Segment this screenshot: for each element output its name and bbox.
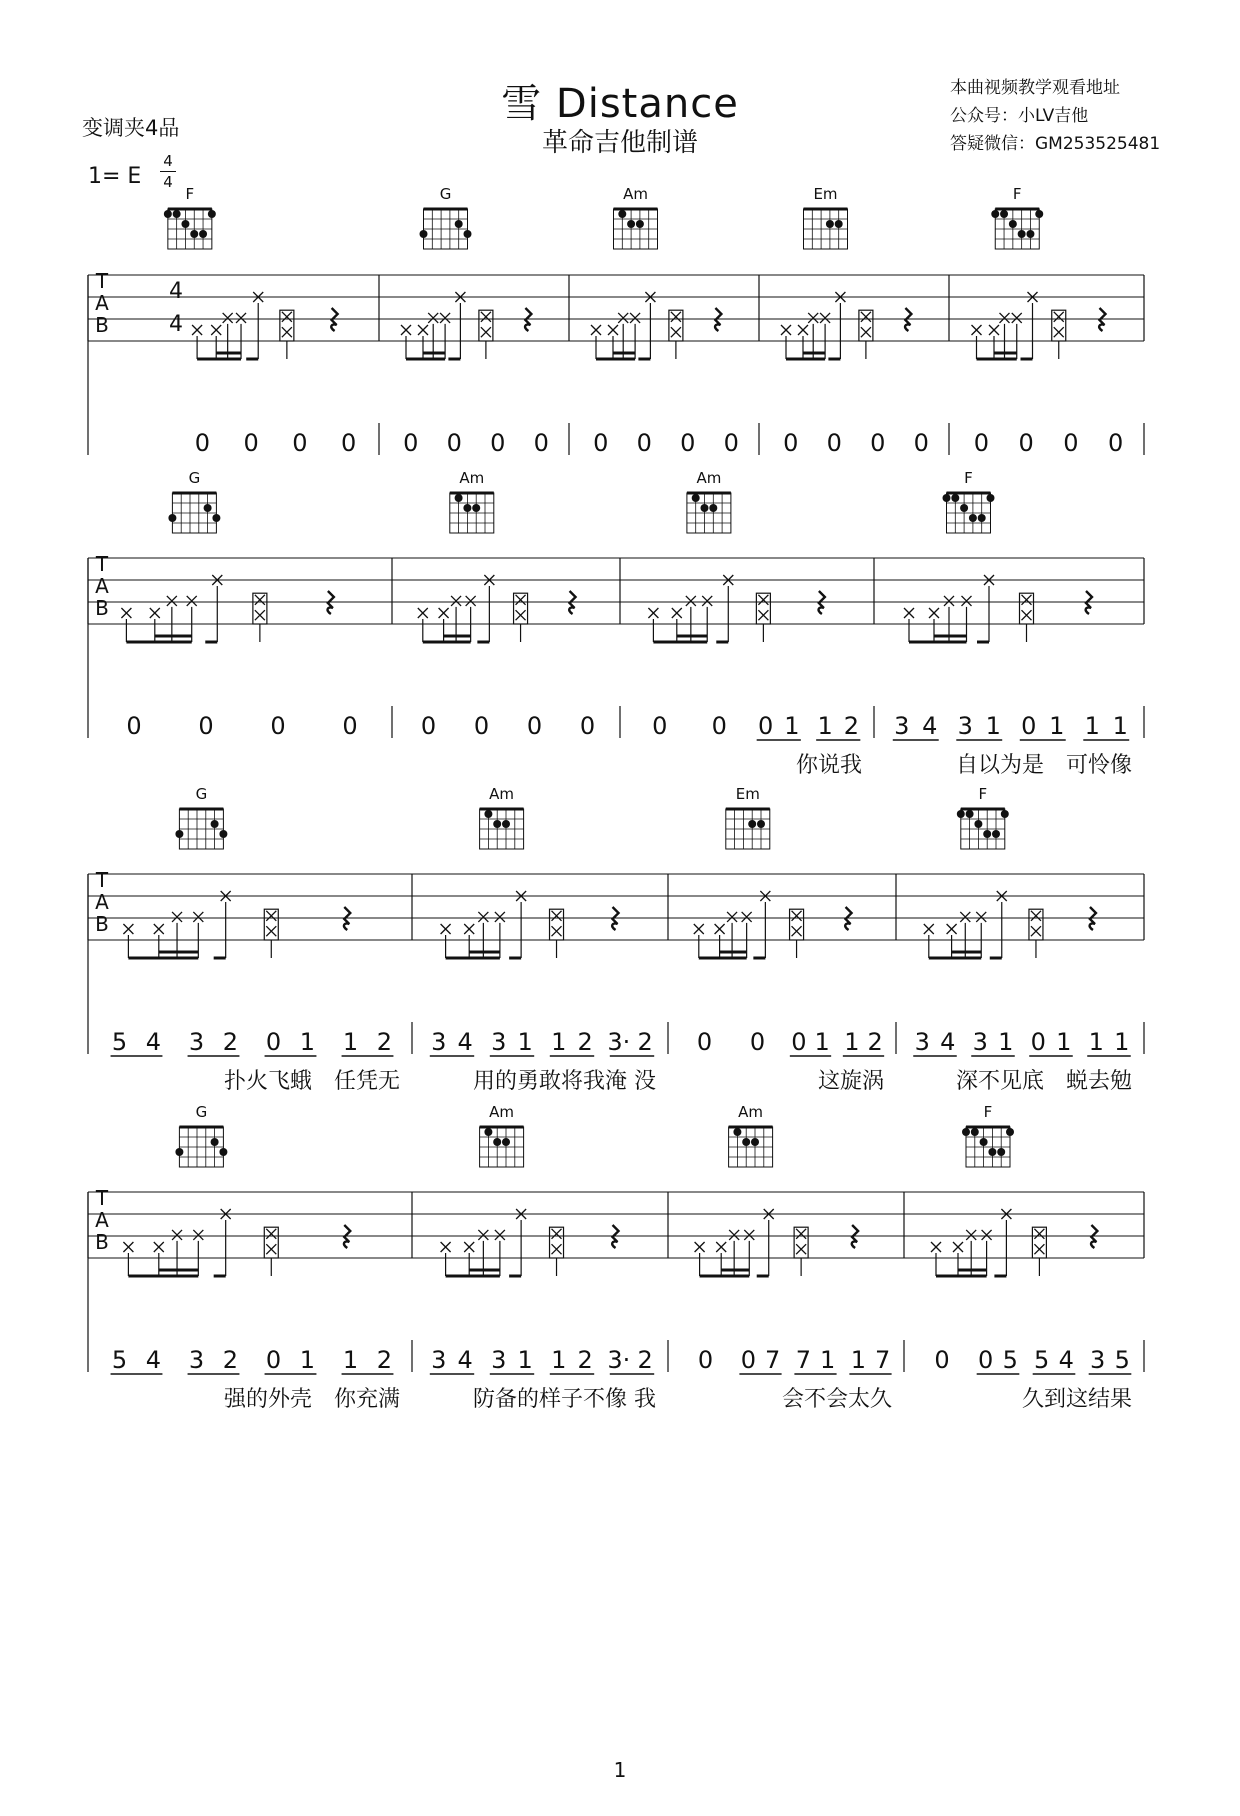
tab-clef-letter: A <box>95 890 109 914</box>
jianpu-note: 3 <box>188 1028 205 1056</box>
chord-name: Am <box>489 785 515 803</box>
chord-dot <box>1026 230 1034 238</box>
chord-dot <box>733 1128 741 1136</box>
jianpu-note: 3 <box>491 1028 507 1056</box>
jianpu-note: 1 <box>299 1346 316 1374</box>
jianpu-note: 0 <box>420 712 437 740</box>
jianpu-note: 0 <box>913 429 929 457</box>
tab-clef-letter: B <box>95 313 109 337</box>
chord-dot <box>751 1138 759 1146</box>
chord-diagram-em <box>726 785 770 849</box>
lyric-line: 自以为是 可怜像 <box>955 753 1132 778</box>
jianpu-note: 1 <box>1049 712 1065 740</box>
chord-dot <box>204 504 212 512</box>
tab-clef-letter: B <box>95 912 109 936</box>
jianpu-note: 1 <box>819 1346 836 1374</box>
chord-dot <box>1009 220 1017 228</box>
jianpu-note: 2 <box>376 1346 393 1374</box>
jianpu-note: 5 <box>1114 1346 1130 1374</box>
tab-clef-letter: T <box>95 269 109 293</box>
chord-name: F <box>978 785 988 803</box>
page-number: 1 <box>613 1758 627 1782</box>
chord-dot <box>212 514 220 522</box>
jianpu-note: 0 <box>870 429 886 457</box>
tab-clef-letter: B <box>95 1230 109 1254</box>
chord-dot <box>463 504 471 512</box>
jianpu-note: 0 <box>490 429 506 457</box>
jianpu-note: 1 <box>814 1028 830 1056</box>
jianpu-note: 0 <box>292 429 308 457</box>
jianpu-note: 1 <box>1056 1028 1072 1056</box>
chord-diagram-am <box>614 185 658 249</box>
jianpu-note: 0 <box>340 429 357 457</box>
chord-dot <box>1006 1128 1014 1136</box>
chord-dot <box>1018 230 1026 238</box>
jianpu-note: 5 <box>1002 1346 1018 1374</box>
chord-diagram-g <box>168 469 220 533</box>
chord-dot <box>175 830 183 838</box>
lyric-line: 强的外壳 你充满 <box>223 1387 400 1412</box>
jianpu-note: 0 <box>680 429 696 457</box>
chord-dot <box>175 1148 183 1156</box>
info-line-video: 本曲视频教学观看地址 <box>950 78 1120 98</box>
chord-name: G <box>195 785 208 803</box>
chord-diagram-g <box>175 785 227 849</box>
jianpu-note: 0 <box>791 1028 807 1056</box>
jianpu-note: 0 <box>978 1346 994 1374</box>
jianpu-note: 1 <box>850 1346 867 1374</box>
jianpu-note: 4 <box>457 1028 473 1056</box>
jianpu-note: 0 <box>446 429 462 457</box>
chord-dot <box>211 1138 219 1146</box>
jianpu-note: 0 <box>1030 1028 1046 1056</box>
jianpu-note: 0 <box>198 712 214 740</box>
jianpu-note: 1 <box>1088 1028 1104 1056</box>
jianpu-note: 1 <box>299 1028 316 1056</box>
chord-name: G <box>195 1103 208 1121</box>
jianpu-note: 0 <box>934 1346 950 1374</box>
chord-dot <box>208 210 216 218</box>
jianpu-note: 0 <box>593 429 609 457</box>
jianpu-note: 0 <box>1107 429 1124 457</box>
chord-dot <box>701 504 709 512</box>
chord-diagram-f <box>957 785 1009 849</box>
jianpu-note: 0 <box>243 429 259 457</box>
jianpu-note: 1 <box>1114 1028 1130 1056</box>
chord-dot <box>983 830 991 838</box>
chord-name: Am <box>489 1103 515 1121</box>
jianpu-note: 7 <box>874 1346 891 1374</box>
chord-name: F <box>1012 185 1022 203</box>
lyric-line: 防备的样子不像 我 <box>473 1387 656 1412</box>
jianpu-note: 0 <box>723 429 739 457</box>
chord-dot <box>464 230 472 238</box>
lyric-line: 深不见底 蜕去勉 <box>955 1069 1132 1094</box>
jianpu-note: 4 <box>145 1028 162 1056</box>
jianpu-note: 1 <box>342 1346 359 1374</box>
chord-dot <box>211 820 219 828</box>
chord-dot <box>992 830 1000 838</box>
jianpu-note: 0 <box>696 1028 713 1056</box>
jianpu-note: 0 <box>526 712 543 740</box>
chord-dot <box>1000 210 1008 218</box>
jianpu-note: 0 <box>783 429 799 457</box>
key-signature: 1= E <box>88 164 142 189</box>
jianpu-note: 0 <box>740 1346 757 1374</box>
chord-dot <box>168 514 176 522</box>
chord-dot <box>618 210 626 218</box>
jianpu-note: 3 <box>431 1346 447 1374</box>
chord-name: Am <box>623 185 648 203</box>
chord-dot <box>757 820 765 828</box>
jianpu-note: 3 <box>491 1346 507 1374</box>
jianpu-note: 7 <box>795 1346 812 1374</box>
jianpu-note: 0 <box>533 429 549 457</box>
chord-dot <box>493 1138 501 1146</box>
tab-time-denominator: 4 <box>169 312 183 337</box>
jianpu-note: 4 <box>457 1346 473 1374</box>
chord-dot <box>709 504 717 512</box>
chord-dot <box>636 220 644 228</box>
chord-name: G <box>439 185 452 203</box>
chord-dot <box>692 494 700 502</box>
jianpu-note: 0 <box>403 429 419 457</box>
chord-dot <box>991 210 999 218</box>
jianpu-note: 1 <box>517 1346 533 1374</box>
chord-dot <box>978 514 986 522</box>
system-3 <box>88 868 1144 1094</box>
jianpu-note: 0 <box>342 712 358 740</box>
chord-dot <box>199 230 207 238</box>
jianpu-note: 0 <box>652 712 668 740</box>
jianpu-note: 0 <box>826 429 842 457</box>
jianpu-note: 2 <box>867 1028 883 1056</box>
jianpu-note: 1 <box>342 1028 359 1056</box>
info-line-account: 公众号：小LV吉他 <box>950 106 1089 126</box>
chord-dot <box>181 220 189 228</box>
jianpu-note: 3 <box>894 712 910 740</box>
chord-dot <box>1001 810 1009 818</box>
chord-dot <box>219 1148 227 1156</box>
chord-dot <box>420 230 428 238</box>
chord-diagram-f <box>164 185 216 249</box>
chord-dot <box>484 1128 492 1136</box>
tab-clef-letter: T <box>95 1186 109 1210</box>
lyric-line: 久到这结果 <box>1021 1387 1132 1412</box>
time-signature-numerator: 4 <box>163 152 173 170</box>
lyric-line: 扑火飞蛾 任凭无 <box>223 1069 400 1094</box>
jianpu-note: 4 <box>1058 1346 1074 1374</box>
tab-clef-letter: T <box>95 868 109 892</box>
tab-clef-letter: T <box>95 552 109 576</box>
chord-dot <box>472 504 480 512</box>
system-1 <box>88 269 1144 457</box>
jianpu-note: 4 <box>940 1028 956 1056</box>
jianpu-note: 0 <box>270 712 286 740</box>
chord-dot <box>484 810 492 818</box>
chord-diagram-f <box>943 469 995 533</box>
jianpu-note: 3 <box>1090 1346 1106 1374</box>
lyric-line: 用的勇敢将我淹 没 <box>473 1069 656 1094</box>
chord-dot <box>969 514 977 522</box>
tab-time-numerator: 4 <box>169 279 183 304</box>
chord-name: Am <box>696 469 722 487</box>
jianpu-note: 2 <box>577 1028 593 1056</box>
chord-dot <box>164 210 172 218</box>
chord-name: F <box>964 469 973 487</box>
lyric-line: 会不会太久 <box>781 1387 892 1412</box>
chord-diagram-em <box>804 185 848 249</box>
jianpu-note: 3 <box>957 712 973 740</box>
chord-diagram-g <box>175 1103 227 1167</box>
jianpu-note: 1 <box>551 1346 567 1374</box>
system-2 <box>88 552 1144 778</box>
chord-dot <box>971 1128 979 1136</box>
jianpu-note: 3· <box>607 1028 631 1056</box>
chord-dot <box>493 820 501 828</box>
chord-dot <box>627 220 635 228</box>
chord-name: F <box>983 1103 993 1121</box>
jianpu-note: 1 <box>1084 712 1100 740</box>
jianpu-note: 2 <box>376 1028 393 1056</box>
chord-dot <box>748 820 756 828</box>
chord-dot <box>974 820 982 828</box>
jianpu-note: 1 <box>985 712 1001 740</box>
chord-name: Am <box>738 1103 764 1121</box>
jianpu-note: 0 <box>697 1346 714 1374</box>
jianpu-note: 0 <box>265 1028 282 1056</box>
chord-dot <box>826 220 834 228</box>
capo-note: 变调夹4品 <box>82 116 180 140</box>
chord-name: Em <box>813 185 838 203</box>
tab-clef-letter: A <box>95 574 109 598</box>
chord-dot <box>987 494 995 502</box>
chord-diagram-f <box>991 185 1043 249</box>
chord-dot <box>219 830 227 838</box>
lyric-line: 这旋涡 <box>817 1069 884 1094</box>
jianpu-note: 3· <box>607 1346 631 1374</box>
chord-dot <box>502 820 510 828</box>
song-title: 雪 Distance <box>501 81 739 127</box>
chord-dot <box>455 494 463 502</box>
jianpu-note: 1 <box>844 1028 860 1056</box>
jianpu-note: 0 <box>758 712 774 740</box>
jianpu-note: 0 <box>194 429 211 457</box>
chord-dot <box>943 494 951 502</box>
chord-dot <box>173 210 181 218</box>
jianpu-note: 0 <box>973 429 990 457</box>
jianpu-note: 2 <box>577 1346 593 1374</box>
chord-diagram-am <box>729 1103 773 1167</box>
jianpu-note: 0 <box>1021 712 1037 740</box>
chord-diagram-f <box>962 1103 1014 1167</box>
jianpu-note: 0 <box>579 712 596 740</box>
chord-dot <box>957 810 965 818</box>
tab-clef-letter: A <box>95 1208 109 1232</box>
jianpu-note: 2 <box>222 1028 239 1056</box>
jianpu-note: 0 <box>126 712 142 740</box>
jianpu-note: 1 <box>784 712 800 740</box>
jianpu-note: 1 <box>817 712 833 740</box>
jianpu-note: 4 <box>145 1346 162 1374</box>
chord-diagram-am <box>450 469 494 533</box>
chord-dot <box>190 230 198 238</box>
tab-clef-letter: A <box>95 291 109 315</box>
jianpu-note: 0 <box>1063 429 1079 457</box>
chord-dot <box>960 504 968 512</box>
chord-name: Em <box>735 785 760 803</box>
chord-dot <box>502 1138 510 1146</box>
chord-name: F <box>185 185 195 203</box>
chord-name: Am <box>459 469 485 487</box>
chord-dot <box>742 1138 750 1146</box>
system-4 <box>88 1186 1144 1412</box>
jianpu-note: 0 <box>265 1346 282 1374</box>
tab-clef-letter: B <box>95 596 109 620</box>
jianpu-note: 2 <box>637 1346 653 1374</box>
jianpu-note: 0 <box>749 1028 766 1056</box>
jianpu-note: 3 <box>914 1028 930 1056</box>
chord-diagram-am <box>480 785 524 849</box>
jianpu-note: 5 <box>111 1346 128 1374</box>
info-line-wechat: 答疑微信：GM253525481 <box>950 134 1161 154</box>
chord-dot <box>951 494 959 502</box>
jianpu-note: 2 <box>843 712 859 740</box>
chord-name: G <box>188 469 201 487</box>
jianpu-note: 5 <box>111 1028 128 1056</box>
chord-dot <box>980 1138 988 1146</box>
chord-dot <box>455 220 463 228</box>
jianpu-note: 0 <box>1018 429 1034 457</box>
jianpu-note: 2 <box>222 1346 239 1374</box>
jianpu-note: 2 <box>637 1028 653 1056</box>
jianpu-note: 0 <box>473 712 490 740</box>
jianpu-note: 3 <box>188 1346 205 1374</box>
jianpu-note: 1 <box>517 1028 533 1056</box>
jianpu-note: 1 <box>1112 712 1128 740</box>
jianpu-note: 4 <box>922 712 938 740</box>
jianpu-note: 0 <box>711 712 727 740</box>
chord-dot <box>988 1148 996 1156</box>
chord-dot <box>1035 210 1043 218</box>
jianpu-note: 3 <box>431 1028 447 1056</box>
chord-dot <box>997 1148 1005 1156</box>
chord-diagram-am <box>480 1103 524 1167</box>
time-signature-denominator: 4 <box>163 173 173 191</box>
jianpu-note: 7 <box>764 1346 781 1374</box>
jianpu-note: 5 <box>1034 1346 1050 1374</box>
lyric-line: 你说我 <box>795 753 862 778</box>
chord-dot <box>835 220 843 228</box>
chord-diagram-g <box>420 185 472 249</box>
jianpu-note: 0 <box>636 429 652 457</box>
chord-diagram-am <box>687 469 731 533</box>
arranger-credit: 革命吉他制谱 <box>541 128 698 158</box>
chord-dot <box>966 810 974 818</box>
jianpu-note: 1 <box>551 1028 567 1056</box>
chord-dot <box>962 1128 970 1136</box>
jianpu-note: 3 <box>972 1028 988 1056</box>
jianpu-note: 1 <box>998 1028 1014 1056</box>
